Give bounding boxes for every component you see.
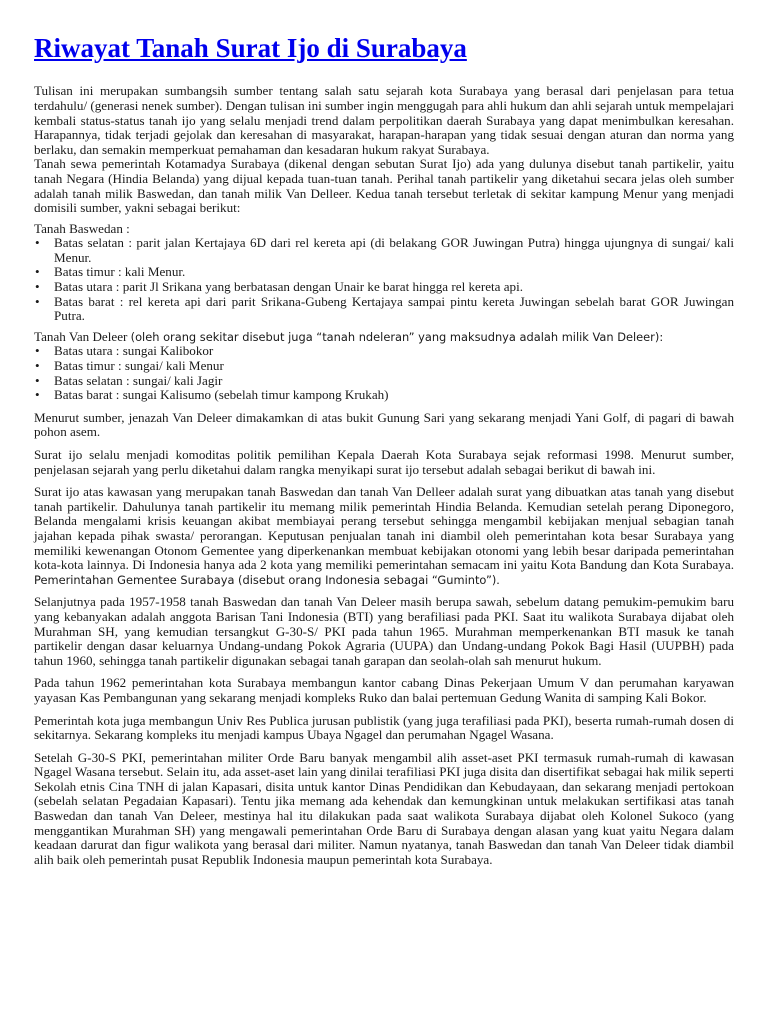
bullet-icon: • (35, 279, 40, 295)
paragraph-kawasan: Surat ijo atas kawasan yang merupakan tanah Baswedan dan tanah Van Delleer adalah surat yang dibuatkan atas tanah yang disebut tanah partikelir. Dahulunya tanah partikelir itu memang milik pemerintah Hindia Belanda. Kemudian setelah perang Diponegoro, Belanda mengalami krisis keuangan akibat membiayai perang tersebut sehingga mengambil kebijakan menjual sebagian tanah jajahan kepada pihak swasta/ perorangan. Keputusan penjualan tanah ini diambil oleh pemerintahan kota besar Surabaya yang memiliki kewenangan Otonom Gementee yang diperkenankan membuat kebijakan otonomi yang lebih besar daripada pemerintahan kota-kota lainnya. Di Indonesia hanya ada 2 kota yang memiliki pemerintahan semacam ini yaitu Kota Bandung dan Kota Surabaya. Pemerintahan Gementee Surabaya (disebut orang Indonesia sebagai “Guminto”). (34, 484, 734, 587)
vandeleer-list (34, 344, 734, 402)
list-item: • Batas selatan : parit jalan Kertajaya 6D dari rel kereta api (di belakang GOR Juwingan Putra) hingga ujungnya di sungai/ kali Menur. (35, 235, 734, 265)
intro-paragraph: Tulisan ini merupakan sumbangsih sumber tentang salah satu sejarah kota Surabaya yang berasal dari penjelasan para tetua terdahulu/ (generasi nenek sumber). Dengan tulisan ini sumber ingin menggugah para ahli hukum dan ahli sejarah untuk mempelajari kembali status-status tanah ijo yang selalu menjadi trend dalam perpolitikan daerah Surabaya yang dapat menimbulkan keresahan. Harapannya, tidak terjadi gejolak dan keresahan di masyarakat, harapan-harapan yang tidak sesuai dengan aturan dan norma yang berlaku, dan semakin memperkuat pemahaman dan kesadaran hukum rakyat Surabaya. (34, 83, 734, 157)
baswedan-list (34, 236, 734, 324)
bullet-icon: • (35, 343, 40, 359)
list-item: • Batas timur : kali Menur. (35, 264, 186, 280)
paragraph-univ: Pemerintah kota juga membangun Univ Res Publica jurusan publistik (yang juga terafiliasi pada PKI), beserta rumah-rumah dosen di sekitarnya. Sekarang kompleks itu menjadi kampus Ubaya Ngagel dan perumahan Ngagel Wasana. (34, 712, 734, 743)
bullet-icon: • (35, 387, 40, 403)
list-item: • Batas utara : parit Jl Srikana yang berbatasan dengan Unair ke barat hingga rel kereta api. (35, 279, 524, 295)
page-title[interactable]: Riwayat Tanah Surat Ijo di Surabaya (34, 33, 467, 63)
vandeleer-heading: Tanah Van Deleer (oleh orang sekitar disebut juga “tanah ndeleran” yang maksudnya adalah milik Van Deleer): (34, 328, 664, 344)
bullet-icon: • (35, 358, 40, 374)
paragraph-1962: Pada tahun 1962 pemerintahan kota Surabaya membangun kantor cabang Dinas Pekerjaan Umum V dan perumahan karyawan yayasan Kas Pembangunan yang sekarang menjadi kompleks Ruko dan balai pertemuan Gedung Wanita di samping Kali Bokor. (34, 675, 734, 705)
list-item: • Batas barat : rel kereta api dari parit Srikana-Gubeng Kertajaya sampai pintu kereta Juwingan sebelah barat GOR Juwingan Putra. (35, 293, 734, 324)
bullet-icon: • (35, 235, 40, 251)
paragraph-komoditas: Surat ijo selalu menjadi komoditas politik pemilihan Kepala Daerah Kota Surabaya sejak reformasi 1998. Menurut sumber, penjelasan sejarah yang perlu diketahui dalam rangka menyikapi surat ijo tersebut adalah sebagai berikut di bawah ini. (34, 447, 734, 477)
list-item: • Batas barat : sungai Kalisumo (sebelah timur kampong Krukah) (35, 387, 389, 403)
list-item: • Batas timur : sungai/ kali Menur (35, 358, 224, 374)
paragraph-g30s: Setelah G-30-S PKI, pemerintahan militer Orde Baru banyak mengambil alih asset-aset PKI termasuk rumah-rumah di kawasan Ngagel Wasana tersebut. Selain itu, ada asset-aset lain yang dinilai terafiliasi PKI juga disita dan disertifikat sebagai hak milik seperti Sekolah etnis Cina TNH di jalan Kapasari, disita untuk kantor Dinas Pendidikan dan Kebudayaan, dan sekarang menjadi pertokoan (sebelah selatan Pegadaian Kapasari). Tentu jika memang ada kehendak dan kemungkinan untuk melakukan sertifikasi atas tanah Baswedan dan tanah Van Deleer, mestinya hal itu dilakukan pada saat walikota Surabaya dijabat oleh Kolonel Sukoco (yang menggantikan Murahman SH) yang mengawali pemerintahan Orde Baru di Surabaya dengan alasan yang kuat yaitu Negara dalam keadaan darurat dan figur walikota yang berasal dari militer. Namun nyatanya, tanah Baswedan dan tanah Van Deleer tidak diambil alih baik oleh pemerintah pusat Republik Indonesia maupun pemerintah kota Surabaya. (34, 749, 734, 867)
intro-paragraph-2: Tanah sewa pemerintah Kotamadya Surabaya (dikenal dengan sebutan Surat Ijo) ada yang dulunya disebut tanah partikelir, yaitu tanah Negara (Hindia Belanda) yang dijual kepada tuan-tuan tanah. Perihal tanah partikelir yang diketahui secara jelas oleh sumber adalah tanah milik Baswedan, dan tanah milik Van Delleer. Kedua tanah tersebut terletak di sekitar kampung Menur yang menjadi domisili sumber, yakni sebagai berikut: (34, 156, 734, 216)
bullet-icon: • (35, 293, 40, 309)
bullet-icon: • (35, 264, 40, 280)
bullet-icon: • (35, 372, 40, 388)
list-item: • Batas utara : sungai Kalibokor (35, 343, 214, 359)
baswedan-heading: Tanah Baswedan : (34, 220, 130, 236)
paragraph-1957: Selanjutnya pada 1957-1958 tanah Baswedan dan tanah Van Deleer masih berupa sawah, sebelum datang pemukim-pemukim baru yang kebanyakan adalah anggota Barisan Tani Indonesia (BTI) yang berafiliasi pada PKI. Saat itu walikota Surabaya dijabat oleh Murahman SH, yang kemudian tersangkut G-30-S/ PKI pada tahun 1965. Murahman memperkenankan BTI masuk ke tanah partikelir dengan dasar keluarnya Undang-undang Pokok Agraria (UUPA) dan Undang-undang Pokok Bagi Hasil (UUPBH) pada tahun 1960, sehingga tanah partikelir digunakan sebagai tanah garapan dan seolah-olah sah menurut hukum. (34, 594, 734, 668)
paragraph-jenazah: Menurut sumber, jenazah Van Deleer dimakamkan di atas bukit Gunung Sari yang sekarang menjadi Yani Golf, di pagari di bawah pohon asem. (34, 409, 734, 440)
list-item: • Batas selatan : sungai/ kali Jagir (35, 372, 223, 388)
